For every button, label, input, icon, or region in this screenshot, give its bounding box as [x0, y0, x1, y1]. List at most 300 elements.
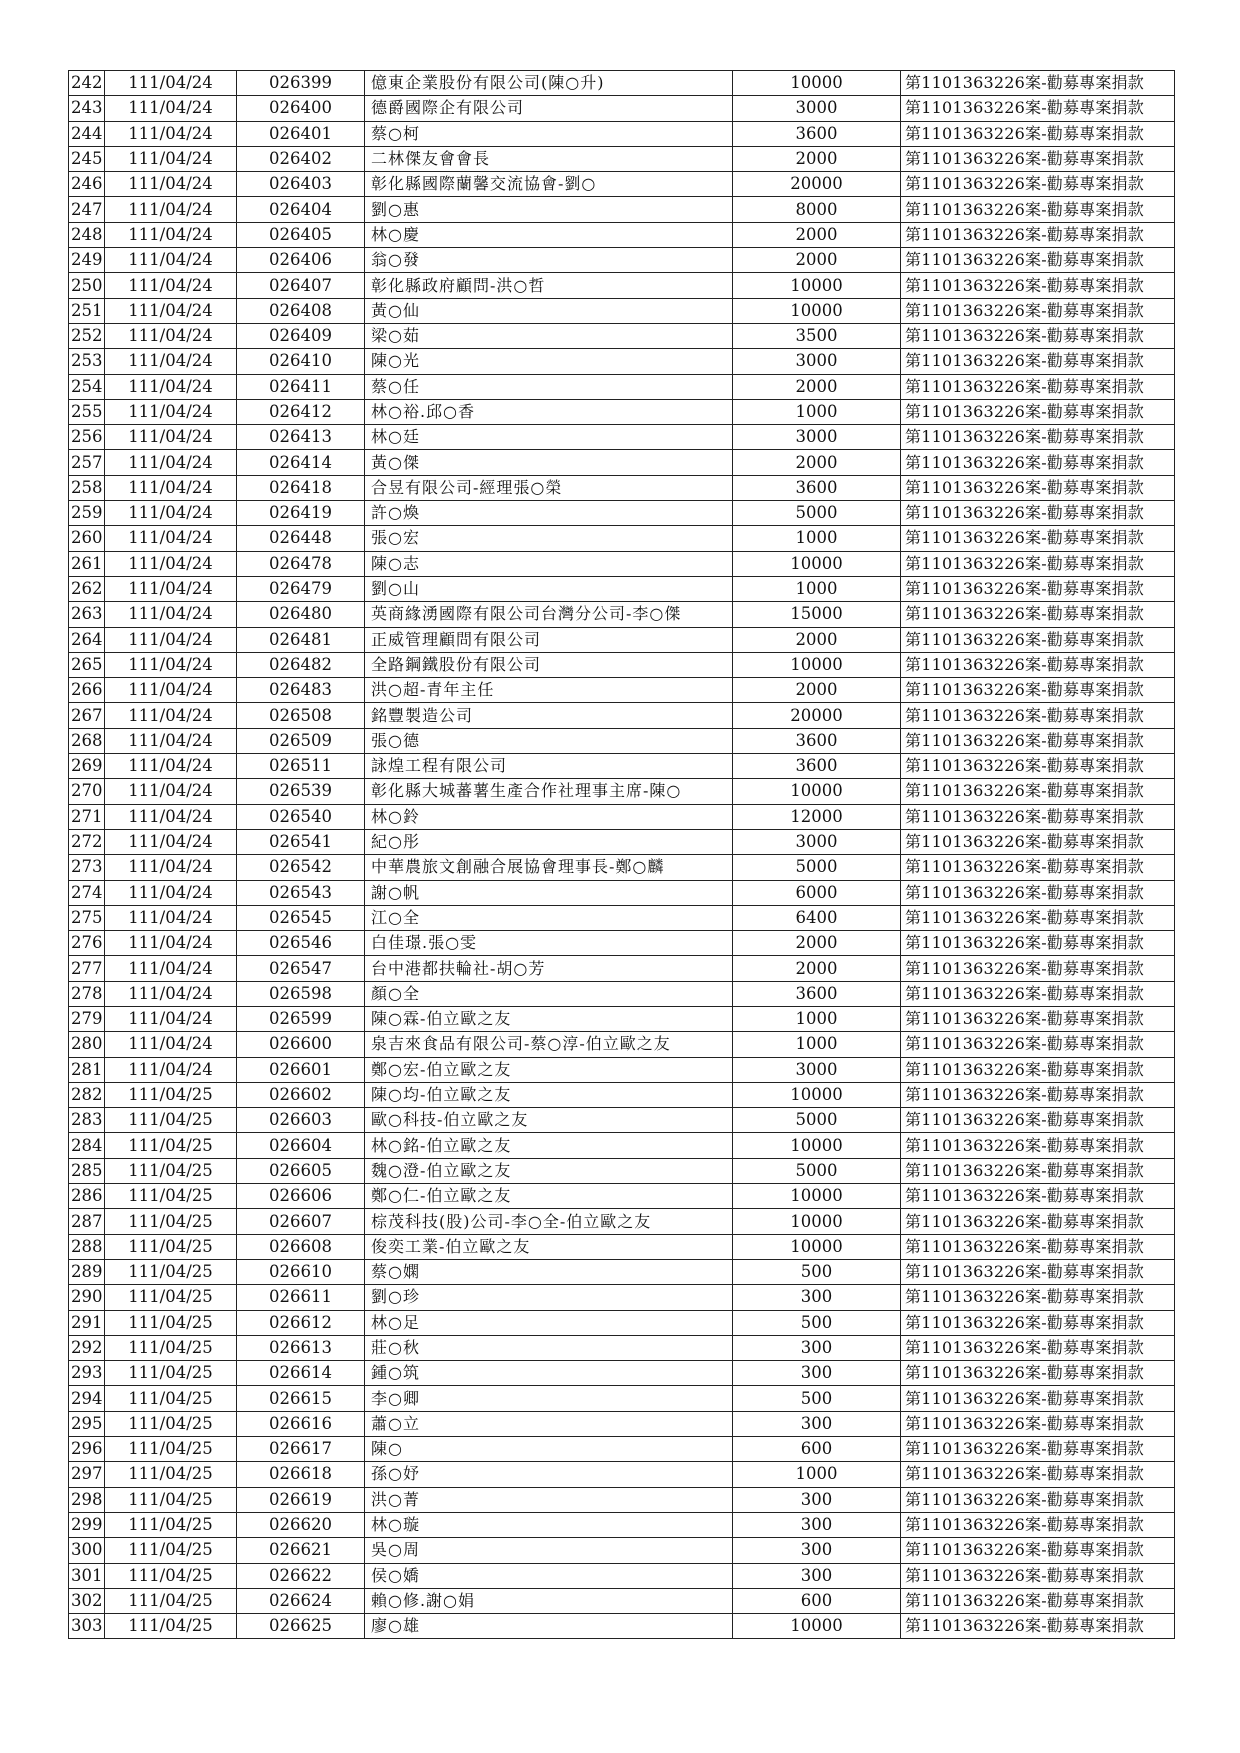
amount-cell: 10000	[733, 1133, 901, 1158]
date-cell: 111/04/24	[105, 1032, 237, 1057]
receipt-number-cell: 026418	[237, 475, 365, 500]
remark-cell: 第1101363226案-勸募專案捐款	[901, 146, 1175, 171]
date-cell: 111/04/24	[105, 602, 237, 627]
row-number-cell: 296	[69, 1437, 105, 1462]
remark-cell: 第1101363226案-勸募專案捐款	[901, 374, 1175, 399]
row-number-cell: 248	[69, 222, 105, 247]
table-row	[69, 323, 1175, 348]
donor-name-cell: 鄭○宏-伯立歐之友	[365, 1057, 733, 1082]
row-number-cell: 289	[69, 1259, 105, 1284]
row-number-cell: 256	[69, 425, 105, 450]
remark-cell: 第1101363226案-勸募專案捐款	[901, 298, 1175, 323]
donor-name-cell: 陳○均-伯立歐之友	[365, 1082, 733, 1107]
date-cell: 111/04/24	[105, 248, 237, 273]
table-row	[69, 172, 1175, 197]
amount-cell: 2000	[733, 956, 901, 981]
receipt-number-cell: 026480	[237, 602, 365, 627]
date-cell: 111/04/24	[105, 880, 237, 905]
amount-cell: 1000	[733, 1032, 901, 1057]
row-number-cell: 246	[69, 172, 105, 197]
table-row	[69, 1310, 1175, 1335]
remark-cell: 第1101363226案-勸募專案捐款	[901, 1259, 1175, 1284]
date-cell: 111/04/25	[105, 1437, 237, 1462]
receipt-number-cell: 026479	[237, 576, 365, 601]
receipt-number-cell: 026408	[237, 298, 365, 323]
table-row	[69, 1209, 1175, 1234]
table-row	[69, 1462, 1175, 1487]
donor-name-cell: 張○宏	[365, 526, 733, 551]
receipt-number-cell: 026612	[237, 1310, 365, 1335]
row-number-cell: 282	[69, 1082, 105, 1107]
receipt-number-cell: 026399	[237, 71, 365, 96]
donor-name-cell: 紀○彤	[365, 829, 733, 854]
remark-cell: 第1101363226案-勸募專案捐款	[901, 1386, 1175, 1411]
table-row	[69, 627, 1175, 652]
remark-cell: 第1101363226案-勸募專案捐款	[901, 880, 1175, 905]
remark-cell: 第1101363226案-勸募專案捐款	[901, 804, 1175, 829]
row-number-cell: 294	[69, 1386, 105, 1411]
row-number-cell: 277	[69, 956, 105, 981]
table-row	[69, 222, 1175, 247]
donor-name-cell: 鍾○筑	[365, 1361, 733, 1386]
donor-name-cell: 億東企業股份有限公司(陳○升)	[365, 71, 733, 96]
date-cell: 111/04/24	[105, 931, 237, 956]
receipt-number-cell: 026478	[237, 551, 365, 576]
donor-name-cell: 林○裕.邱○香	[365, 399, 733, 424]
date-cell: 111/04/24	[105, 475, 237, 500]
remark-cell: 第1101363226案-勸募專案捐款	[901, 1234, 1175, 1259]
table-row	[69, 71, 1175, 96]
row-number-cell: 242	[69, 71, 105, 96]
amount-cell: 600	[733, 1588, 901, 1613]
table-row	[69, 1057, 1175, 1082]
row-number-cell: 271	[69, 804, 105, 829]
table-row	[69, 703, 1175, 728]
donor-name-cell: 劉○珍	[365, 1285, 733, 1310]
date-cell: 111/04/25	[105, 1108, 237, 1133]
row-number-cell: 286	[69, 1184, 105, 1209]
receipt-number-cell: 026539	[237, 779, 365, 804]
table-row	[69, 1361, 1175, 1386]
row-number-cell: 251	[69, 298, 105, 323]
remark-cell: 第1101363226案-勸募專案捐款	[901, 1335, 1175, 1360]
receipt-number-cell: 026511	[237, 754, 365, 779]
amount-cell: 12000	[733, 804, 901, 829]
table-row	[69, 804, 1175, 829]
remark-cell: 第1101363226案-勸募專案捐款	[901, 1184, 1175, 1209]
date-cell: 111/04/25	[105, 1563, 237, 1588]
donor-name-cell: 泉吉來食品有限公司-蔡○淳-伯立歐之友	[365, 1032, 733, 1057]
table-row	[69, 298, 1175, 323]
receipt-number-cell: 026404	[237, 197, 365, 222]
table-row	[69, 399, 1175, 424]
amount-cell: 2000	[733, 222, 901, 247]
date-cell: 111/04/24	[105, 349, 237, 374]
date-cell: 111/04/24	[105, 273, 237, 298]
amount-cell: 3000	[733, 1057, 901, 1082]
donor-name-cell: 歐○科技-伯立歐之友	[365, 1108, 733, 1133]
table-row	[69, 349, 1175, 374]
donation-table-body	[69, 71, 1175, 1639]
date-cell: 111/04/25	[105, 1487, 237, 1512]
date-cell: 111/04/24	[105, 425, 237, 450]
donor-name-cell: 賴○修.謝○娟	[365, 1588, 733, 1613]
table-row	[69, 880, 1175, 905]
remark-cell: 第1101363226案-勸募專案捐款	[901, 1082, 1175, 1107]
date-cell: 111/04/24	[105, 323, 237, 348]
row-number-cell: 257	[69, 450, 105, 475]
date-cell: 111/04/24	[105, 627, 237, 652]
receipt-number-cell: 026483	[237, 678, 365, 703]
table-row	[69, 1437, 1175, 1462]
remark-cell: 第1101363226案-勸募專案捐款	[901, 172, 1175, 197]
amount-cell: 3000	[733, 96, 901, 121]
amount-cell: 3600	[733, 728, 901, 753]
remark-cell: 第1101363226案-勸募專案捐款	[901, 425, 1175, 450]
amount-cell: 10000	[733, 298, 901, 323]
donor-name-cell: 林○廷	[365, 425, 733, 450]
donor-name-cell: 彰化縣國際蘭馨交流協會-劉○	[365, 172, 733, 197]
donor-name-cell: 彰化縣政府顧問-洪○哲	[365, 273, 733, 298]
date-cell: 111/04/24	[105, 146, 237, 171]
receipt-number-cell: 026617	[237, 1437, 365, 1462]
remark-cell: 第1101363226案-勸募專案捐款	[901, 1563, 1175, 1588]
row-number-cell: 268	[69, 728, 105, 753]
donor-name-cell: 洪○菁	[365, 1487, 733, 1512]
row-number-cell: 295	[69, 1411, 105, 1436]
date-cell: 111/04/24	[105, 754, 237, 779]
remark-cell: 第1101363226案-勸募專案捐款	[901, 323, 1175, 348]
donor-name-cell: 鄭○仁-伯立歐之友	[365, 1184, 733, 1209]
donor-name-cell: 翁○發	[365, 248, 733, 273]
row-number-cell: 285	[69, 1158, 105, 1183]
donor-name-cell: 謝○帆	[365, 880, 733, 905]
receipt-number-cell: 026619	[237, 1487, 365, 1512]
amount-cell: 6000	[733, 880, 901, 905]
table-row	[69, 855, 1175, 880]
date-cell: 111/04/25	[105, 1234, 237, 1259]
amount-cell: 3500	[733, 323, 901, 348]
date-cell: 111/04/24	[105, 855, 237, 880]
remark-cell: 第1101363226案-勸募專案捐款	[901, 627, 1175, 652]
row-number-cell: 252	[69, 323, 105, 348]
date-cell: 111/04/25	[105, 1512, 237, 1537]
remark-cell: 第1101363226案-勸募專案捐款	[901, 222, 1175, 247]
receipt-number-cell: 026540	[237, 804, 365, 829]
row-number-cell: 292	[69, 1335, 105, 1360]
table-row	[69, 121, 1175, 146]
table-row	[69, 602, 1175, 627]
date-cell: 111/04/25	[105, 1538, 237, 1563]
donor-name-cell: 英商緣湧國際有限公司台灣分公司-李○傑	[365, 602, 733, 627]
remark-cell: 第1101363226案-勸募專案捐款	[901, 1158, 1175, 1183]
amount-cell: 600	[733, 1437, 901, 1462]
donor-name-cell: 德爵國際企有限公司	[365, 96, 733, 121]
donor-name-cell: 魏○澄-伯立歐之友	[365, 1158, 733, 1183]
table-row	[69, 1032, 1175, 1057]
table-row	[69, 1184, 1175, 1209]
remark-cell: 第1101363226案-勸募專案捐款	[901, 576, 1175, 601]
amount-cell: 10000	[733, 652, 901, 677]
row-number-cell: 299	[69, 1512, 105, 1537]
donor-name-cell: 李○卿	[365, 1386, 733, 1411]
row-number-cell: 273	[69, 855, 105, 880]
receipt-number-cell: 026604	[237, 1133, 365, 1158]
row-number-cell: 266	[69, 678, 105, 703]
receipt-number-cell: 026598	[237, 981, 365, 1006]
date-cell: 111/04/24	[105, 1057, 237, 1082]
donor-name-cell: 蔡○柯	[365, 121, 733, 146]
amount-cell: 1000	[733, 576, 901, 601]
receipt-number-cell: 026625	[237, 1614, 365, 1639]
date-cell: 111/04/25	[105, 1209, 237, 1234]
date-cell: 111/04/24	[105, 804, 237, 829]
donor-name-cell: 林○銘-伯立歐之友	[365, 1133, 733, 1158]
amount-cell: 10000	[733, 551, 901, 576]
remark-cell: 第1101363226案-勸募專案捐款	[901, 1209, 1175, 1234]
amount-cell: 5000	[733, 1108, 901, 1133]
receipt-number-cell: 026616	[237, 1411, 365, 1436]
amount-cell: 10000	[733, 1614, 901, 1639]
table-row	[69, 1487, 1175, 1512]
table-row	[69, 450, 1175, 475]
row-number-cell: 279	[69, 1006, 105, 1031]
amount-cell: 5000	[733, 855, 901, 880]
table-row	[69, 273, 1175, 298]
receipt-number-cell: 026614	[237, 1361, 365, 1386]
date-cell: 111/04/25	[105, 1184, 237, 1209]
row-number-cell: 281	[69, 1057, 105, 1082]
receipt-number-cell: 026542	[237, 855, 365, 880]
table-row	[69, 1234, 1175, 1259]
remark-cell: 第1101363226案-勸募專案捐款	[901, 855, 1175, 880]
amount-cell: 20000	[733, 172, 901, 197]
amount-cell: 2000	[733, 374, 901, 399]
date-cell: 111/04/24	[105, 374, 237, 399]
amount-cell: 8000	[733, 197, 901, 222]
receipt-number-cell: 026411	[237, 374, 365, 399]
date-cell: 111/04/24	[105, 172, 237, 197]
amount-cell: 2000	[733, 450, 901, 475]
amount-cell: 300	[733, 1361, 901, 1386]
date-cell: 111/04/24	[105, 678, 237, 703]
remark-cell: 第1101363226案-勸募專案捐款	[901, 703, 1175, 728]
date-cell: 111/04/24	[105, 526, 237, 551]
table-row	[69, 1158, 1175, 1183]
receipt-number-cell: 026412	[237, 399, 365, 424]
table-row	[69, 1082, 1175, 1107]
date-cell: 111/04/24	[105, 121, 237, 146]
table-row	[69, 1538, 1175, 1563]
row-number-cell: 244	[69, 121, 105, 146]
remark-cell: 第1101363226案-勸募專案捐款	[901, 248, 1175, 273]
date-cell: 111/04/24	[105, 1006, 237, 1031]
receipt-number-cell: 026409	[237, 323, 365, 348]
receipt-number-cell: 026615	[237, 1386, 365, 1411]
amount-cell: 300	[733, 1411, 901, 1436]
remark-cell: 第1101363226案-勸募專案捐款	[901, 1411, 1175, 1436]
donor-name-cell: 蕭○立	[365, 1411, 733, 1436]
row-number-cell: 275	[69, 905, 105, 930]
table-row	[69, 1588, 1175, 1613]
remark-cell: 第1101363226案-勸募專案捐款	[901, 1032, 1175, 1057]
receipt-number-cell: 026621	[237, 1538, 365, 1563]
table-row	[69, 1133, 1175, 1158]
remark-cell: 第1101363226案-勸募專案捐款	[901, 1462, 1175, 1487]
table-row	[69, 1386, 1175, 1411]
amount-cell: 1000	[733, 1006, 901, 1031]
date-cell: 111/04/25	[105, 1588, 237, 1613]
donor-name-cell: 莊○秋	[365, 1335, 733, 1360]
row-number-cell: 293	[69, 1361, 105, 1386]
receipt-number-cell: 026508	[237, 703, 365, 728]
donor-name-cell: 江○全	[365, 905, 733, 930]
remark-cell: 第1101363226案-勸募專案捐款	[901, 501, 1175, 526]
amount-cell: 5000	[733, 1158, 901, 1183]
row-number-cell: 269	[69, 754, 105, 779]
row-number-cell: 303	[69, 1614, 105, 1639]
date-cell: 111/04/24	[105, 779, 237, 804]
table-row	[69, 1006, 1175, 1031]
date-cell: 111/04/25	[105, 1462, 237, 1487]
table-row	[69, 526, 1175, 551]
date-cell: 111/04/24	[105, 222, 237, 247]
amount-cell: 2000	[733, 248, 901, 273]
donor-name-cell: 侯○嬌	[365, 1563, 733, 1588]
table-row	[69, 1285, 1175, 1310]
donor-name-cell: 廖○雄	[365, 1614, 733, 1639]
date-cell: 111/04/25	[105, 1082, 237, 1107]
date-cell: 111/04/24	[105, 905, 237, 930]
donor-name-cell: 全路鋼鐵股份有限公司	[365, 652, 733, 677]
donor-name-cell: 梁○茹	[365, 323, 733, 348]
table-row	[69, 576, 1175, 601]
remark-cell: 第1101363226案-勸募專案捐款	[901, 1108, 1175, 1133]
receipt-number-cell: 026401	[237, 121, 365, 146]
table-row	[69, 905, 1175, 930]
date-cell: 111/04/24	[105, 703, 237, 728]
row-number-cell: 278	[69, 981, 105, 1006]
receipt-number-cell: 026407	[237, 273, 365, 298]
donor-name-cell: 林○璇	[365, 1512, 733, 1537]
table-row	[69, 652, 1175, 677]
amount-cell: 10000	[733, 1209, 901, 1234]
remark-cell: 第1101363226案-勸募專案捐款	[901, 399, 1175, 424]
row-number-cell: 300	[69, 1538, 105, 1563]
donor-name-cell: 蔡○任	[365, 374, 733, 399]
donor-name-cell: 銘豐製造公司	[365, 703, 733, 728]
row-number-cell: 250	[69, 273, 105, 298]
remark-cell: 第1101363226案-勸募專案捐款	[901, 526, 1175, 551]
date-cell: 111/04/25	[105, 1158, 237, 1183]
amount-cell: 500	[733, 1259, 901, 1284]
table-row	[69, 425, 1175, 450]
remark-cell: 第1101363226案-勸募專案捐款	[901, 1437, 1175, 1462]
amount-cell: 10000	[733, 1082, 901, 1107]
row-number-cell: 301	[69, 1563, 105, 1588]
donation-table	[68, 70, 1175, 1639]
remark-cell: 第1101363226案-勸募專案捐款	[901, 1361, 1175, 1386]
remark-cell: 第1101363226案-勸募專案捐款	[901, 1133, 1175, 1158]
row-number-cell: 249	[69, 248, 105, 273]
receipt-number-cell: 026405	[237, 222, 365, 247]
donor-name-cell: 彰化縣大城蕃薯生產合作社理事主席-陳○	[365, 779, 733, 804]
row-number-cell: 262	[69, 576, 105, 601]
amount-cell: 15000	[733, 602, 901, 627]
remark-cell: 第1101363226案-勸募專案捐款	[901, 754, 1175, 779]
date-cell: 111/04/25	[105, 1386, 237, 1411]
table-row	[69, 1108, 1175, 1133]
remark-cell: 第1101363226案-勸募專案捐款	[901, 652, 1175, 677]
date-cell: 111/04/25	[105, 1361, 237, 1386]
row-number-cell: 245	[69, 146, 105, 171]
receipt-number-cell: 026482	[237, 652, 365, 677]
row-number-cell: 258	[69, 475, 105, 500]
amount-cell: 1000	[733, 1462, 901, 1487]
receipt-number-cell: 026448	[237, 526, 365, 551]
table-row	[69, 501, 1175, 526]
row-number-cell: 298	[69, 1487, 105, 1512]
receipt-number-cell: 026543	[237, 880, 365, 905]
receipt-number-cell: 026624	[237, 1588, 365, 1613]
donor-name-cell: 劉○惠	[365, 197, 733, 222]
donor-name-cell: 張○德	[365, 728, 733, 753]
receipt-number-cell: 026509	[237, 728, 365, 753]
receipt-number-cell: 026622	[237, 1563, 365, 1588]
remark-cell: 第1101363226案-勸募專案捐款	[901, 349, 1175, 374]
row-number-cell: 253	[69, 349, 105, 374]
date-cell: 111/04/24	[105, 728, 237, 753]
row-number-cell: 280	[69, 1032, 105, 1057]
remark-cell: 第1101363226案-勸募專案捐款	[901, 121, 1175, 146]
date-cell: 111/04/24	[105, 576, 237, 601]
date-cell: 111/04/24	[105, 298, 237, 323]
table-row	[69, 475, 1175, 500]
remark-cell: 第1101363226案-勸募專案捐款	[901, 450, 1175, 475]
amount-cell: 300	[733, 1538, 901, 1563]
table-row	[69, 374, 1175, 399]
table-row	[69, 956, 1175, 981]
date-cell: 111/04/24	[105, 71, 237, 96]
date-cell: 111/04/24	[105, 501, 237, 526]
date-cell: 111/04/25	[105, 1614, 237, 1639]
row-number-cell: 291	[69, 1310, 105, 1335]
remark-cell: 第1101363226案-勸募專案捐款	[901, 956, 1175, 981]
date-cell: 111/04/25	[105, 1411, 237, 1436]
amount-cell: 300	[733, 1335, 901, 1360]
receipt-number-cell: 026400	[237, 96, 365, 121]
receipt-number-cell: 026546	[237, 931, 365, 956]
remark-cell: 第1101363226案-勸募專案捐款	[901, 1310, 1175, 1335]
row-number-cell: 270	[69, 779, 105, 804]
date-cell: 111/04/24	[105, 197, 237, 222]
donor-name-cell: 俊奕工業-伯立歐之友	[365, 1234, 733, 1259]
row-number-cell: 283	[69, 1108, 105, 1133]
receipt-number-cell: 026610	[237, 1259, 365, 1284]
row-number-cell: 290	[69, 1285, 105, 1310]
amount-cell: 3600	[733, 121, 901, 146]
date-cell: 111/04/25	[105, 1285, 237, 1310]
date-cell: 111/04/24	[105, 399, 237, 424]
remark-cell: 第1101363226案-勸募專案捐款	[901, 1006, 1175, 1031]
donor-name-cell: 黃○仙	[365, 298, 733, 323]
amount-cell: 300	[733, 1512, 901, 1537]
amount-cell: 2000	[733, 627, 901, 652]
amount-cell: 500	[733, 1310, 901, 1335]
table-row	[69, 146, 1175, 171]
receipt-number-cell: 026414	[237, 450, 365, 475]
amount-cell: 10000	[733, 779, 901, 804]
